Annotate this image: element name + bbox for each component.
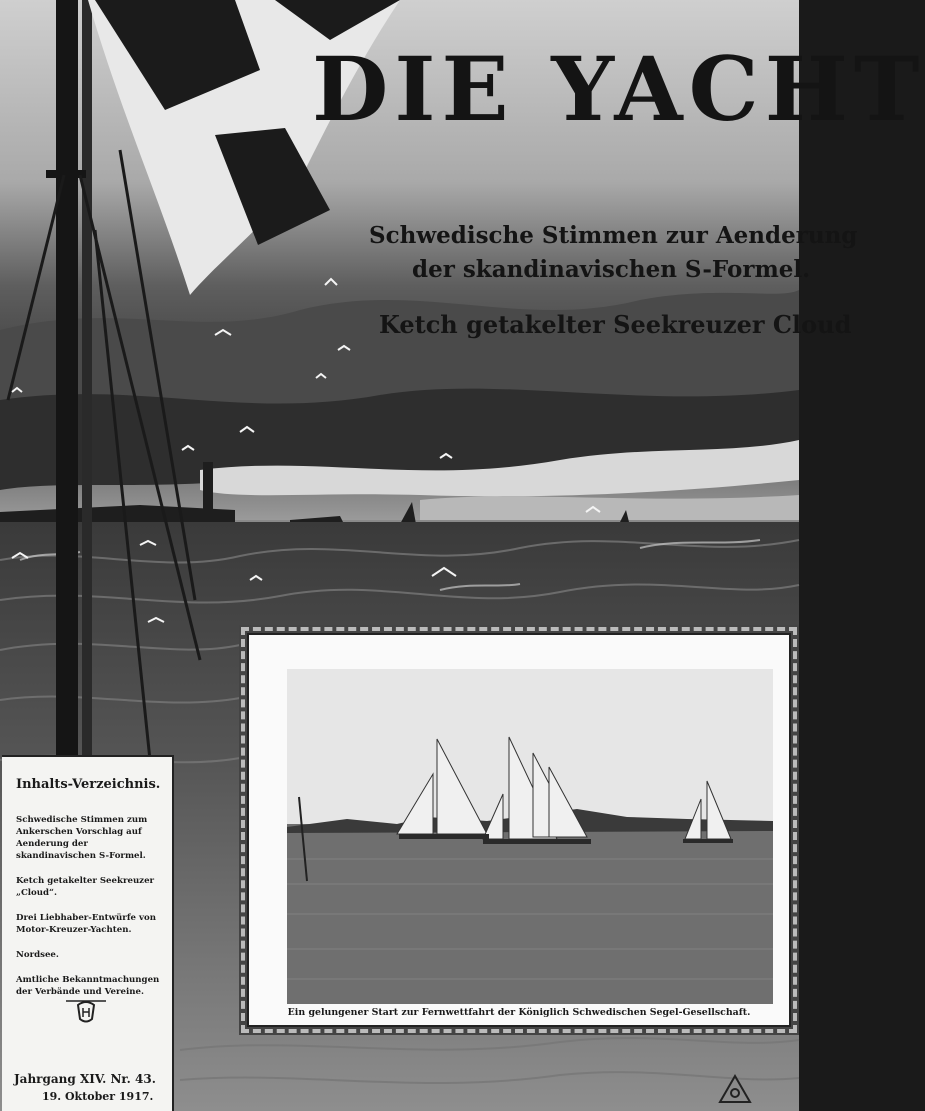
toc-title: Inhalts-Verzeichnis. [16,777,161,792]
masthead-title: DIE YACHT [312,37,925,141]
toc-item: Nordsee. [16,950,59,960]
issue-number: Jahrgang XIV. Nr. 43. [14,1072,156,1086]
toc-item: Amtliche Bekanntmachungen der Verbände und Vereine. [16,975,160,997]
toc-item: Drei Liebhaber-Entwürfe von Motor-Kreuzer-Yachten. [16,913,156,935]
headline-line-3: Ketch getakelter Seekreuzer Cloud [379,310,852,339]
toc-item: Schwedische Stimmen zum Ankerschen Vorschlag auf Aenderung der skandinavischen S-Formel. [16,815,148,861]
toc-item: Ketch getakelter Seekreuzer „Cloud“. [16,876,155,898]
photo-frame [239,625,799,1035]
regatta-photo [287,669,773,1004]
issue-date: 19. Oktober 1917. [42,1090,154,1103]
triangle-mark-icon [718,1074,752,1104]
publisher-emblem-icon [66,997,106,1027]
headline-line-2: der skandinavischen S-Formel. [412,256,811,283]
headline-line-1: Schwedische Stimmen zur Aenderung [369,222,858,249]
photo-caption: Ein gelungener Start zur Fernwettfahrt der Königlich Schwedischen Segel-Gesellschaft. [287,1007,751,1018]
table-of-contents [2,755,174,1111]
